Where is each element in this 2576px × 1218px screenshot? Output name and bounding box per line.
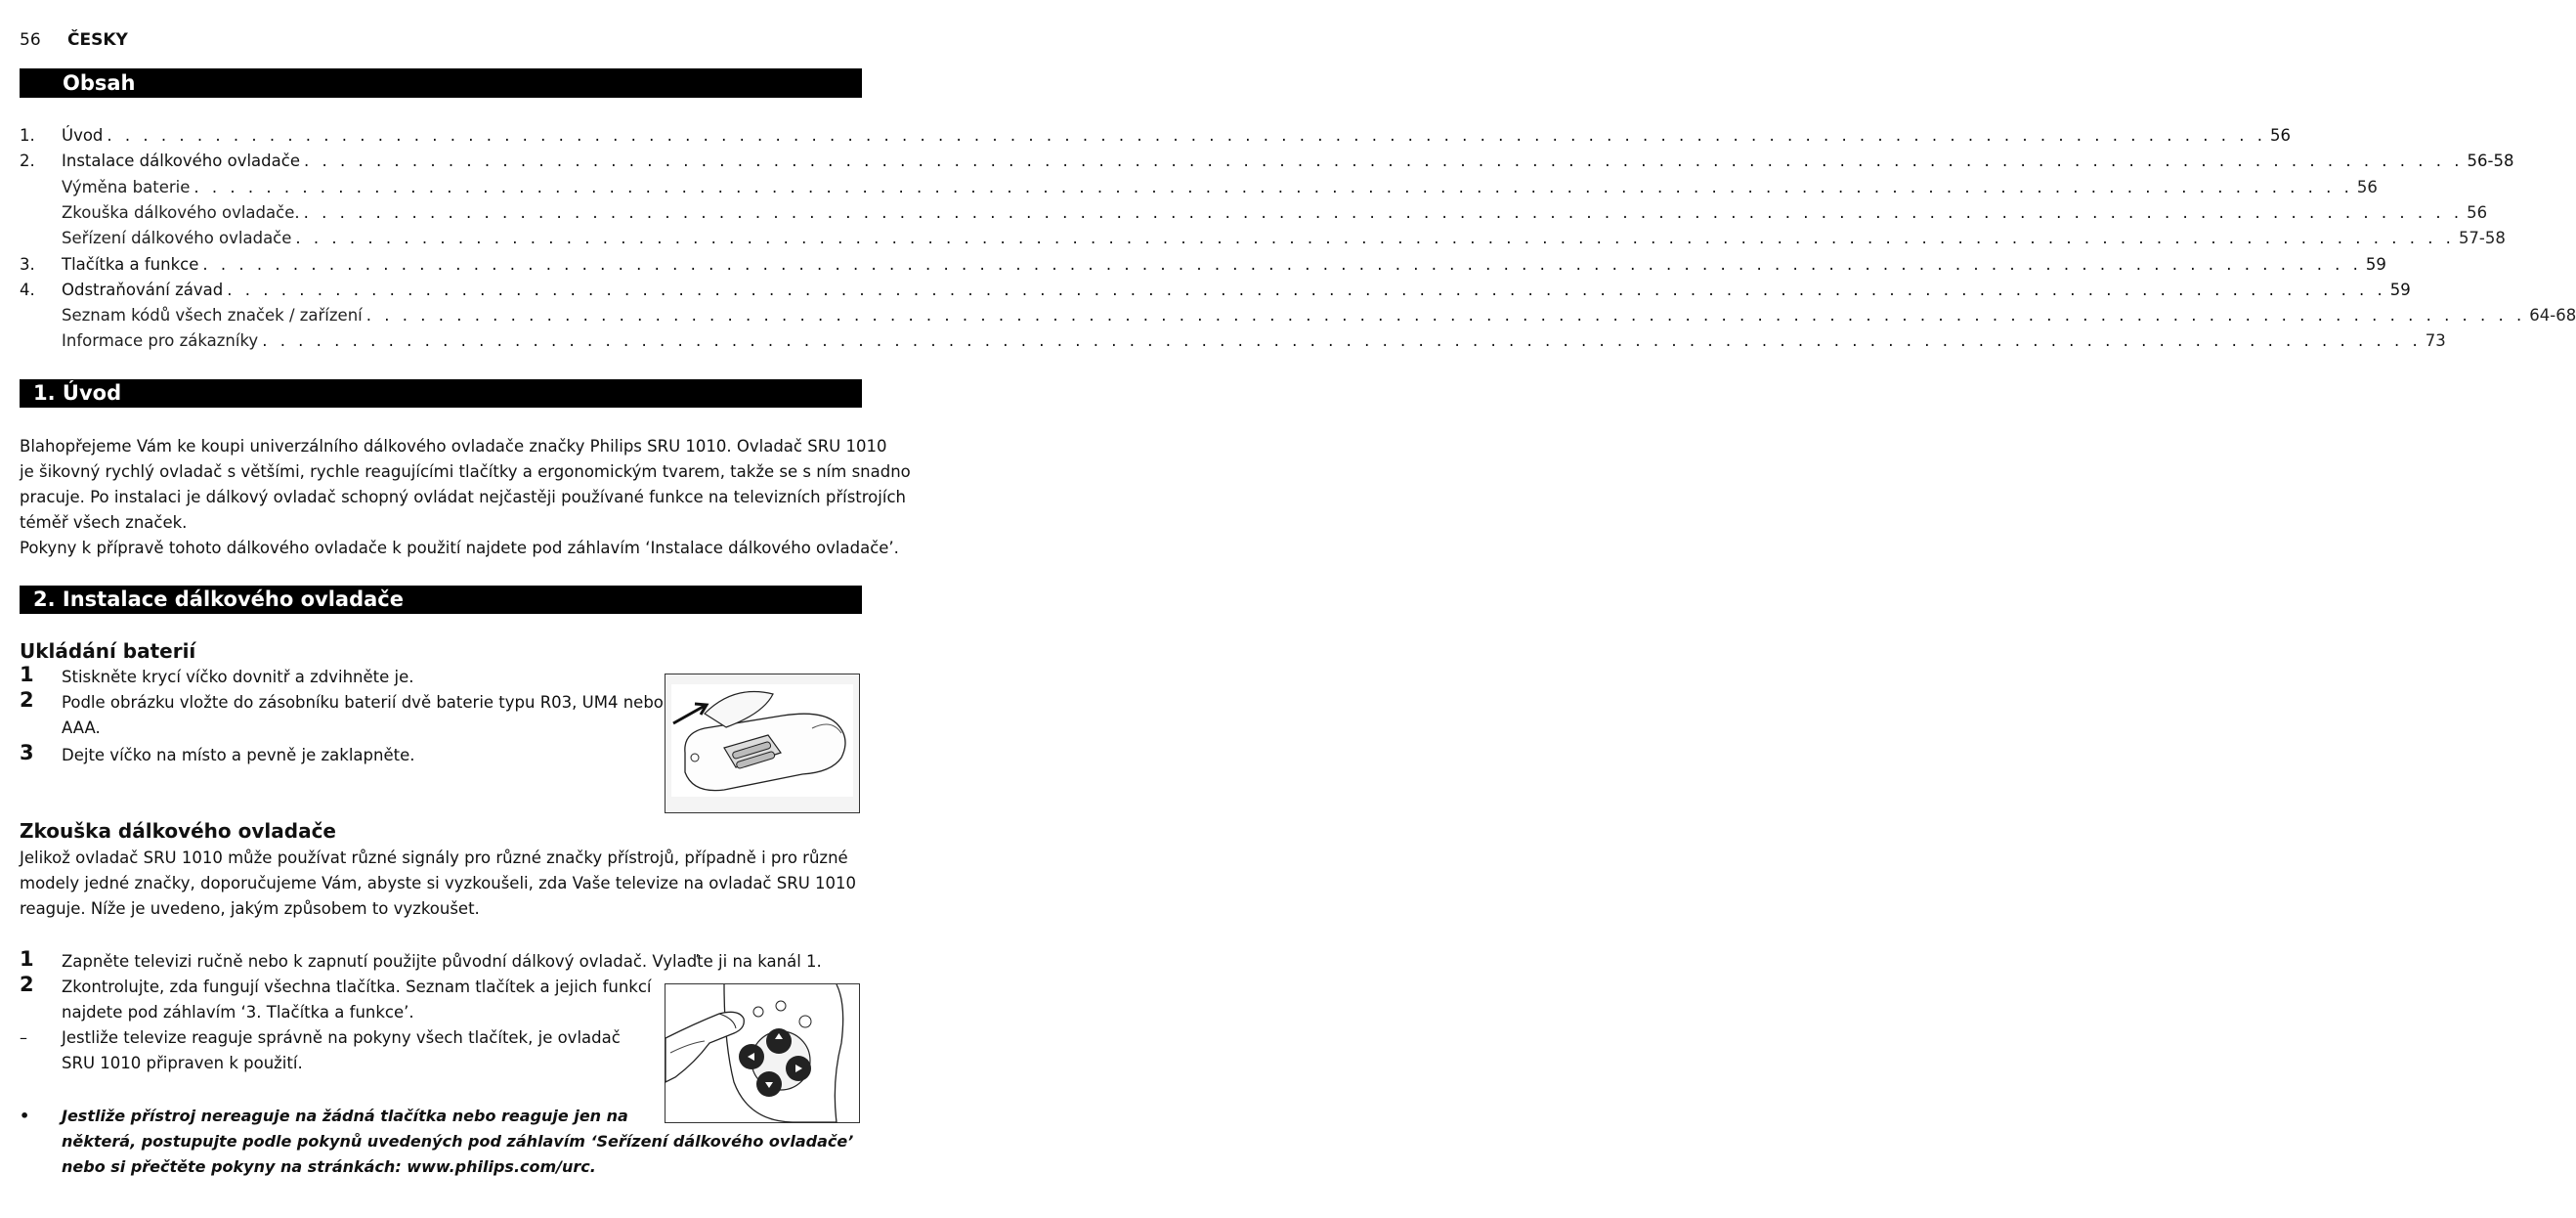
battery-illustration — [665, 674, 860, 813]
step-number: 3 — [20, 741, 34, 764]
toc-leader-dots: . . . . . . . . . . . . . . . . . . . . . . . . . . . . . . . . . . . . . . . . . . . . . . . . . . . . . . . . . . . . . . . . . . . . . . . . . . . . . . . . . . . . . . . . . . . . . . . . . . . . . . . . . . . . . . . . . . . . . . . . — [193, 177, 2353, 196]
install-heading: 2. Instalace dálkového ovladače — [33, 587, 404, 611]
toc-leader-dots: . . . . . . . . . . . . . . . . . . . . . . . . . . . . . . . . . . . . . . . . . . . . . . . . . . . . . . . . . . . . . . . . . . . . . . . . . . . . . . . . . . . . . . . . . . . . . . . . . . . . . . . . . . . . . . . . . . . . . . . . — [303, 202, 2464, 222]
step-text: SRU 1010 připraven k použití. — [62, 1054, 303, 1072]
intro-line: téměř všech značek. — [20, 513, 188, 532]
toc-page-ref: 64-68 — [2529, 306, 2576, 326]
toc-number: 4. — [20, 280, 35, 299]
toc-title: Informace pro zákazníky — [62, 331, 259, 351]
toc-page-ref: 59 — [2389, 280, 2411, 299]
install-heading-bar — [20, 586, 862, 614]
toc-title: Seřízení dálkového ovladače — [62, 229, 292, 248]
toc-leader-dots: . . . . . . . . . . . . . . . . . . . . . . . . . . . . . . . . . . . . . . . . . . . . . . . . . . . . . . . . . . . . . . . . . . . . . . . . . . . . . . . . . . . . . . . . . . . . . . . . . . . . . . . . . . . . . . . . . . . . . . . . — [303, 152, 2464, 171]
note-line: nebo si přečtěte pokyny na stránkách: www.philips.com/urc. — [62, 1157, 596, 1176]
toc-row — [20, 124, 2291, 148]
page-header — [20, 30, 128, 50]
toc-leader-dots: . . . . . . . . . . . . . . . . . . . . . . . . . . . . . . . . . . . . . . . . . . . . . . . . . . . . . . . . . . . . . . . . . . . . . . . . . . . . . . . . . . . . . . . . . . . . . . . . . . . . . . . . . . . . . . . . . . . . . . . . — [227, 280, 2386, 299]
toc-leader-dots: . . . . . . . . . . . . . . . . . . . . . . . . . . . . . . . . . . . . . . . . . . . . . . . . . . . . . . . . . . . . . . . . . . . . . . . . . . . . . . . . . . . . . . . . . . . . . . . . . . . . . . . . . . . . . . . . . . . . . . . . — [295, 229, 2455, 248]
toc-row — [20, 279, 2411, 302]
page-number: 56 — [20, 30, 41, 50]
step-text: Podle obrázku vložte do zásobníku baterií dvě baterie typu R03, UM4 nebo — [62, 693, 664, 712]
toc-row — [20, 150, 2514, 173]
toc-row — [20, 304, 2576, 327]
step-text: najdete pod záhlavím ‘3. Tlačítka a funkce’. — [62, 1003, 414, 1022]
toc-number: 3. — [20, 254, 35, 274]
step-text: Zkontrolujte, zda fungují všechna tlačítka. Seznam tlačítek a jejich funkcí — [62, 978, 652, 996]
test-paragraph — [20, 846, 865, 922]
test-line: reaguje. Níže je uvedeno, jakým způsobem to vyzkoušet. — [20, 899, 480, 918]
intro-line: je šikovný rychlý ovladač s většími, rychle reagujícími tlačítky a ergonomickým tvarem, takže se s ním snadno — [20, 462, 911, 481]
test-heading: Zkouška dálkového ovladače — [20, 819, 336, 843]
toc-title: Výměna baterie — [62, 177, 191, 196]
toc-row — [20, 253, 2386, 277]
language-label: ČESKY — [67, 30, 128, 50]
step-text: Stiskněte krycí víčko dovnitř a zdvihněte je. — [62, 668, 414, 686]
toc-title: Tlačítka a funkce — [62, 254, 199, 274]
intro-line: Blahopřejeme Vám ke koupi univerzálního dálkového ovladače značky Philips SRU 1010. Ovladač SRU 1010 — [20, 437, 887, 456]
toc-leader-dots: . . . . . . . . . . . . . . . . . . . . . . . . . . . . . . . . . . . . . . . . . . . . . . . . . . . . . . . . . . . . . . . . . . . . . . . . . . . . . . . . . . . . . . . . . . . . . . . . . . . . . . . . . . . . . . . . . . . . . . . . — [107, 126, 2266, 145]
toc-row — [20, 227, 2506, 250]
toc-title: Úvod — [62, 126, 104, 145]
toc-title: Instalace dálkového ovladače — [62, 152, 300, 171]
toc-row — [20, 329, 2446, 353]
intro-paragraph — [20, 434, 911, 561]
hand-remote-drawing — [665, 984, 859, 1122]
toc-leader-dots: . . . . . . . . . . . . . . . . . . . . . . . . . . . . . . . . . . . . . . . . . . . . . . . . . . . . . . . . . . . . . . . . . . . . . . . . . . . . . . . . . . . . . . . . . . . . . . . . . . . . . . . . . . . . . . . . . . . . . . . . — [365, 306, 2526, 326]
note-line: některá, postupujte podle pokynů uvedených pod záhlavím ‘Seřízení dálkového ovladače’ — [62, 1132, 854, 1151]
intro-heading: 1. Úvod — [33, 381, 122, 405]
toc-number: 2. — [20, 152, 35, 171]
toc-title: Seznam kódů všech značek / zařízení — [62, 306, 363, 326]
step-text: Dejte víčko na místo a pevně je zaklapněte. — [62, 746, 415, 764]
step-text: AAA. — [62, 718, 101, 737]
toc-page-ref: 73 — [2425, 331, 2446, 351]
step-text: Zapněte televizi ručně nebo k zapnutí použijte původní dálkový ovladač. Vylaďte ji na kanál 1. — [62, 952, 822, 971]
test-line: Jelikož ovladač SRU 1010 může používat různé signály pro různé značky přístrojů, případně i pro různé — [20, 848, 848, 867]
intro-heading-bar — [20, 379, 862, 408]
toc-leader-dots: . . . . . . . . . . . . . . . . . . . . . . . . . . . . . . . . . . . . . . . . . . . . . . . . . . . . . . . . . . . . . . . . . . . . . . . . . . . . . . . . . . . . . . . . . . . . . . . . . . . . . . . . . . . . . . . . . . . . . . . . — [262, 331, 2422, 351]
note-line: Jestliže přístroj nereaguje na žádná tlačítka nebo reaguje jen na — [62, 1107, 628, 1125]
remote-battery-drawing — [665, 674, 859, 812]
toc-title: Odstraňování závad — [62, 280, 224, 299]
step-number: 2 — [20, 688, 34, 712]
toc-heading: Obsah — [63, 71, 136, 95]
intro-line: Pokyny k přípravě tohoto dálkového ovladače k použití najdete pod záhlavím ‘Instalace dálkového ovladače’. — [20, 539, 899, 557]
toc-row — [20, 201, 2488, 225]
step-text: Jestliže televize reaguje správně na pokyny všech tlačítek, je ovladač — [62, 1028, 621, 1047]
test-line: modely jedné značky, doporučujeme Vám, abyste si vyzkoušeli, zda Vaše televize na ovladač SRU 1010 — [20, 874, 857, 892]
toc-page-ref: 56 — [2269, 126, 2291, 145]
note-bullet: • — [20, 1107, 30, 1125]
toc-number: 1. — [20, 126, 35, 145]
toc-page-ref: 56-58 — [2467, 152, 2514, 171]
toc-row — [20, 176, 2378, 199]
step-number: 1 — [20, 663, 34, 686]
toc-title: Zkouška dálkového ovladače. — [62, 202, 300, 222]
batteries-heading: Ukládání baterií — [20, 639, 196, 663]
step-dash: – — [20, 1028, 27, 1047]
intro-line: pracuje. Po instalaci je dálkový ovladač schopný ovládat nejčastěji používané funkce na televizních přístrojích — [20, 488, 906, 506]
toc-page-ref: 56 — [2467, 202, 2488, 222]
toc-page-ref: 56 — [2356, 177, 2378, 196]
toc-page-ref: 57-58 — [2458, 229, 2506, 248]
remote-buttons-illustration — [665, 983, 860, 1123]
step-number: 2 — [20, 973, 34, 996]
toc-page-ref: 59 — [2365, 254, 2386, 274]
toc-leader-dots: . . . . . . . . . . . . . . . . . . . . . . . . . . . . . . . . . . . . . . . . . . . . . . . . . . . . . . . . . . . . . . . . . . . . . . . . . . . . . . . . . . . . . . . . . . . . . . . . . . . . . . . . . . . . . . . . . . . . . . . . — [202, 254, 2362, 274]
step-number: 1 — [20, 947, 34, 971]
toc-heading-bar — [20, 68, 862, 98]
